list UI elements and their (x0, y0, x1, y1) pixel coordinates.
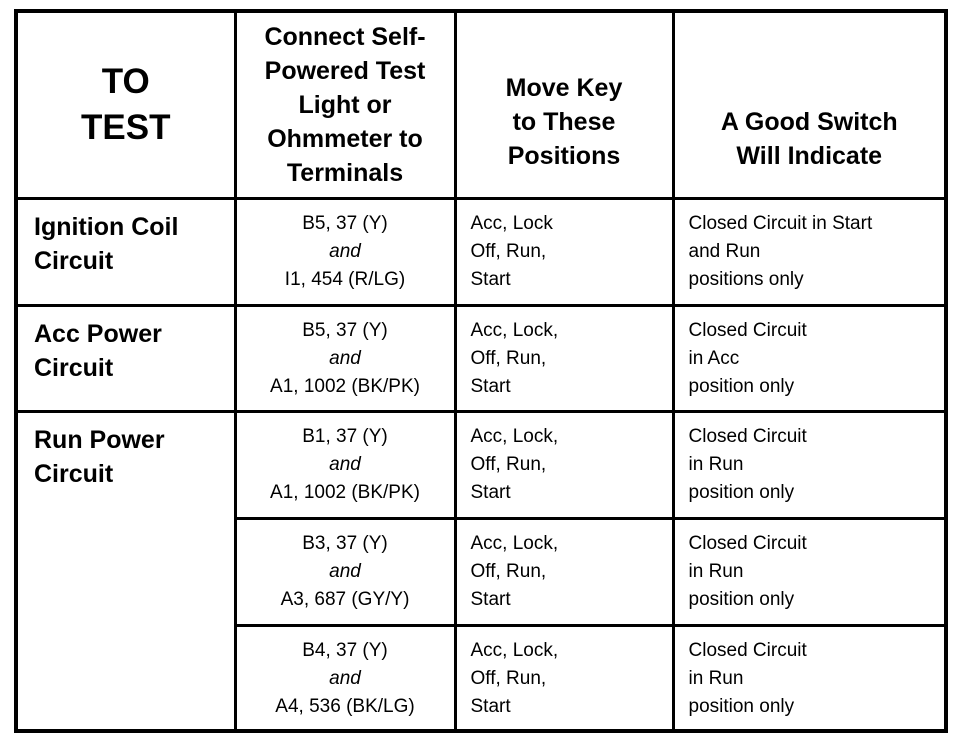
indicate-cell: Closed Circuit in Run position only (673, 518, 946, 625)
positions-cell: Acc, Lock, Off, Run, Start (455, 625, 673, 731)
terminals-cell: B4, 37 (Y) and A4, 536 (BK/LG) (235, 625, 455, 731)
indicate-cell: Closed Circuit in Start and Run positions only (673, 198, 946, 305)
test-acc-power-circuit: Acc Power Circuit (16, 305, 235, 411)
header-move-key: Move Key to These Positions (455, 11, 673, 198)
test-run-power-circuit: Run Power Circuit (16, 411, 235, 731)
indicate-cell: Closed Circuit in Acc position only (673, 305, 946, 411)
table-row-acc-power (16, 305, 946, 411)
positions-cell: Acc, Lock Off, Run, Start (455, 198, 673, 305)
header-to-test: TO TEST (16, 11, 235, 198)
table-row-ignition-coil (16, 198, 946, 305)
header-row (16, 11, 946, 198)
header-good-switch: A Good Switch Will Indicate (673, 11, 946, 198)
terminals-cell: B5, 37 (Y) and A1, 1002 (BK/PK) (235, 305, 455, 411)
header-connect-terminals: Connect Self- Powered Test Light or Ohmmeter to Terminals (235, 11, 455, 198)
terminals-cell: B5, 37 (Y) and I1, 454 (R/LG) (235, 198, 455, 305)
switch-test-table (14, 9, 948, 733)
table-row-run-power-1 (16, 411, 946, 518)
positions-cell: Acc, Lock, Off, Run, Start (455, 411, 673, 518)
indicate-cell: Closed Circuit in Run position only (673, 625, 946, 731)
indicate-cell: Closed Circuit in Run position only (673, 411, 946, 518)
terminals-cell: B3, 37 (Y) and A3, 687 (GY/Y) (235, 518, 455, 625)
positions-cell: Acc, Lock, Off, Run, Start (455, 305, 673, 411)
test-ignition-coil-circuit: Ignition Coil Circuit (16, 198, 235, 305)
positions-cell: Acc, Lock, Off, Run, Start (455, 518, 673, 625)
terminals-cell: B1, 37 (Y) and A1, 1002 (BK/PK) (235, 411, 455, 518)
